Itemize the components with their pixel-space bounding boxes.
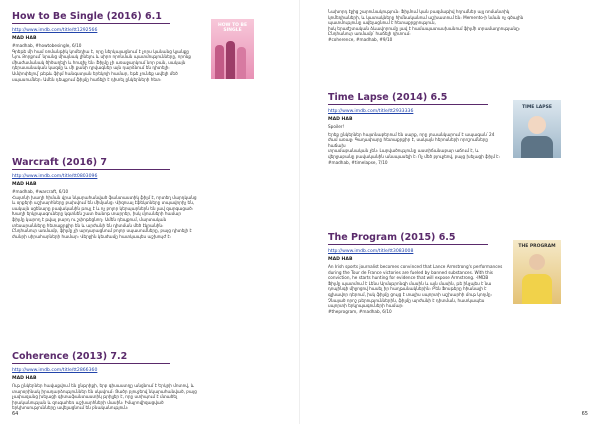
review-paragraph: ֆիլմը կարող է թվալ բարդ ու շփոթեցնող։ Ամեն դեպքում, մարտական տեսարանները հետաքրքիր են և արժանի են դիտման մեծ էկրանին։	[12, 216, 167, 228]
title-underline	[12, 363, 170, 364]
review-body	[12, 383, 198, 411]
movie-poster	[211, 19, 254, 79]
right-page	[300, 0, 600, 424]
review-paragraph: Հայտնի խաղի հիման վրա նկարահանված ֆանտաստիկ ֆիլմ է, որտեղ մարդկանց և օրքերի աշխարհները բախվում են միմյանց։ Վիզուալ էֆեկտները տպավորիչ են,	[12, 194, 197, 206]
review-paragraph: An Irish sports journalist becomes convinced that Lance Armstrong's performances during the Tour de France victories are fueled by banned substances. With this conviction, he starts hunting for evidence that will expose Armstrong. -IMDB	[328, 264, 503, 281]
review-title: Time Lapse (2014) 6.5	[328, 92, 448, 103]
imdb-link[interactable]: http://www.imdb.com/title/tt0803096	[12, 174, 98, 179]
author-label: MAD HAB	[12, 36, 37, 41]
review-title: Coherence (2013) 7.2	[12, 351, 128, 362]
poster-figure	[215, 45, 224, 79]
review-body	[12, 43, 198, 82]
poster-face	[528, 116, 546, 134]
review-paragraph: Ընդհանուր առմամբ, ֆիլմը չի արդարացնում բոլոր սպասումները, բայց դիտելի է ժանրի սիրահարների համար։ Վերջին կեսժամը հատկապես աշխույժ է։	[12, 228, 192, 239]
review-paragraph: Նախորդ էջից շարունակություն։ Ֆիլմում կան բազմաթիվ հղումներ այլ ռոմանտիկ կոմեդիաների, և կատակները հիմնականում աշխատում են։ Memento-ի նման ոչ գծային պատմությունը ավելացնում է հետաքրքրություն,	[328, 9, 524, 26]
poster-title: HOW TO BE SINGLE	[217, 23, 248, 33]
poster-figure	[226, 41, 235, 79]
review-paragraph: Երեք ընկերներ հայտնաբերում են սարք, որը լուսանկարում է ապագան՝ 24 ժամ առաջ։ Գաղափարը հետաքրքիր է, սակայն հերոսների որոշումները հաճախ	[328, 131, 495, 148]
page-number: 65	[581, 411, 588, 417]
movie-poster	[513, 100, 561, 158]
review-paragraph: միաժամանակ ծիծաղելի և հուզիչ են։ Ֆիլմը չի առաջարկում նոր բան, սակայն դերասանական կազմը և մի քանի դրվագներ այն դարձնում են դիտելի։	[12, 59, 186, 71]
review-paragraph: #theprogram, #madhab, 6/10	[328, 308, 392, 314]
author-label: MAD HAB	[328, 257, 353, 262]
imdb-link[interactable]: http://www.imdb.com/title/tt3083008	[328, 249, 414, 254]
review-title: How to Be Single (2016) 6.1	[12, 11, 162, 22]
review-body	[328, 264, 503, 314]
review-paragraph: Ամփոփելով՝ թեթև ֆիլմ հանգստյան երեկոյի համար, եթե չունեք ավելի մեծ սպասումներ։ Ամեն դեպքում ֆիլմը հաճելի է դիտել ընկերների հետ։	[12, 70, 178, 82]
author-label: MAD HAB	[328, 117, 353, 122]
imdb-link[interactable]: http://www.imdb.com/title/tt1292566	[12, 28, 98, 33]
poster-figure	[521, 136, 553, 158]
review-how-to-be-single	[12, 11, 288, 82]
review-coherence	[12, 351, 288, 411]
review-paragraph: #madhab, #timelapse, 7/10	[328, 159, 388, 165]
review-paragraph: Չնայած որոշ թերություններին, ֆիլմը արժանի է դիտման, հատկապես սպորտի երկրպագուների համար։	[328, 297, 485, 309]
review-paragraph: Ութ ընկերներ հավաքվում են ընթրիքի, երբ գիսաստղը անցնում է Երկրի մոտով, և տարօրինակ իրադարձություններ են սկսվում։ Ցածր բյուջեով նկարահանված, բայց	[12, 383, 197, 394]
review-paragraph: Գրեթե մի համ ռոմանթիկ կոմեդիա է, որը ներկայացնում է չորս կանանց կյանքը Նյու Յորքում՝ նրանց միայնակ լինելու և սիրո որոնման պատմությունները, որոնք	[12, 48, 192, 60]
review-body	[328, 132, 503, 166]
continued-review	[328, 9, 528, 43]
review-paragraph: #coherence, #madhab, #9/10	[328, 36, 393, 42]
review-paragraph: սակայն սցենարը բավականին թույլ է և ոչ բոլոր կերպարներն են լավ զարգացած։ Խաղի երկրպագուները կգտնեն շատ ծանոթ տարրեր, իսկ մյուսների համար	[12, 205, 194, 217]
spoiler-note: Spoiler!	[328, 124, 345, 129]
review-paragraph: #madhab, #warcraft, 6/10	[12, 189, 69, 194]
title-underline	[12, 169, 170, 170]
review-paragraph: իսկ երաժշտական ձևավորումը լավ է համապատասխանում ֆիլմի տրամադրությանը։ Ընդհանուր առմամբ՝ հաճելի դիտում։	[328, 25, 521, 37]
review-paragraph: տրամաբանական չեն։ Լարվածությունը աստիճանաբար աճում է, և վերջաբանը բավականին անսպասելի է։ Ոչ մեծ բյուջեով, բայց խելացի ֆիլմ է։	[328, 148, 500, 159]
poster-title: TIME LAPSE	[522, 105, 552, 110]
review-the-program	[328, 232, 590, 314]
review-title: Warcraft (2016) 7	[12, 157, 107, 168]
title-underline	[12, 23, 170, 24]
author-label: MAD HAB	[12, 376, 37, 381]
review-paragraph: Ֆիլմը պատմում է Լենս Արմսթրոնգի մասին և այն մասին, թե ինչպես է նա դոպինգի միջոցով հասել իր հաղթանակներին։ Բեն Ֆոսթերը հիանալի է գլխավոր դերում, իսկ ֆիլմը ցույց է տալիս սպորտի աշխարհի մութ կողմը։	[328, 280, 492, 297]
review-title: The Program (2015) 6.5	[328, 232, 456, 243]
poster-face	[529, 254, 545, 270]
poster-figure	[522, 274, 552, 304]
page-number: 64	[12, 411, 19, 417]
poster-title: THE PROGRAM	[518, 244, 556, 249]
title-underline	[328, 104, 488, 105]
review-paragraph: չափազանց խելացի գիտաֆանտաստիկ թրիլլեր է, որը ստիպում է մտածել իրականության և զուգահեռ աշխարհների մասին։ Իմպրովիզացված երկխոսությունները ավելացնում են բնականություն։	[12, 394, 178, 411]
author-label: MAD HAB	[12, 182, 37, 187]
imdb-link[interactable]: http://www.imdb.com/title/tt2866360	[12, 368, 98, 373]
review-body	[328, 9, 528, 43]
imdb-link[interactable]: http://www.imdb.com/title/tt2933336	[328, 109, 414, 114]
review-time-lapse	[328, 92, 590, 165]
movie-poster	[513, 240, 561, 304]
title-underline	[328, 244, 488, 245]
review-warcraft	[12, 157, 288, 239]
poster-figure	[237, 47, 246, 79]
review-body	[12, 189, 198, 239]
review-paragraph: #madhab, #howtobesingle, 6/10	[12, 43, 82, 48]
